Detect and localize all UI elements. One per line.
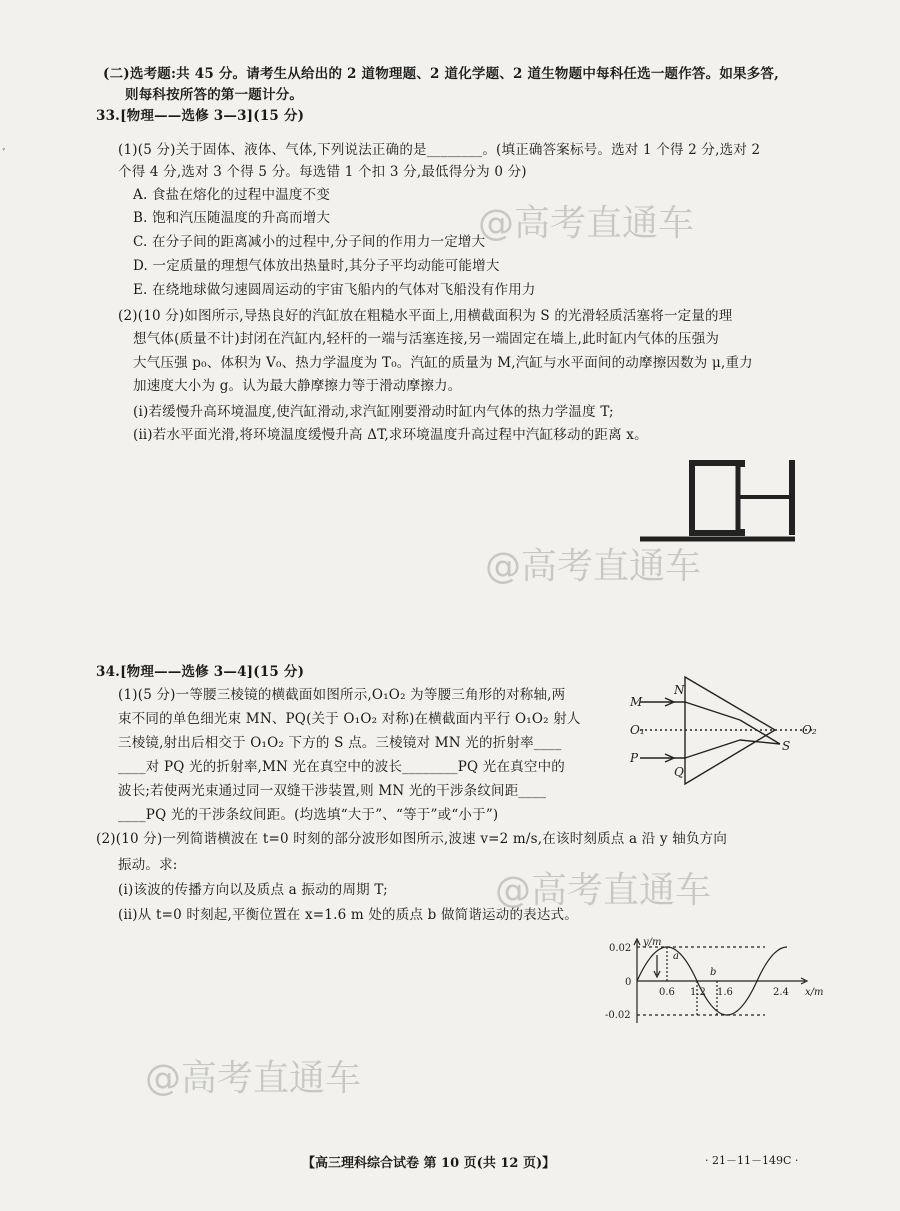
edge-mark: ﾞ <box>2 147 8 160</box>
q34-p1-line1: (1)(5 分)一等腰三棱镜的横截面如图所示,O₁O₂ 为等腰三角形的对称轴,两 <box>118 687 566 703</box>
watermark: @高考直通车 <box>485 546 702 587</box>
q34-p2-line1: (2)(10 分)一列简谐横波在 t=0 时刻的部分波形如图所示,波速 v=2 m/s,在该时刻质点 a 沿 y 轴负方向 <box>96 831 728 847</box>
label-m: M <box>630 695 643 709</box>
label-n: N <box>674 683 685 697</box>
cylinder-body <box>692 463 742 533</box>
wave-y-bottom: -0.02 <box>605 1010 631 1021</box>
label-q: Q <box>674 765 684 779</box>
q34-p1-line5: 波长;若使两光束通过同一双缝干涉装置,则 MN 光的干涉条纹间距____ <box>118 783 547 799</box>
q33-option-d: D. 一定质量的理想气体放出热量时,其分子平均动能可能增大 <box>133 258 500 274</box>
footer-code: · 21－11－149C · <box>705 1154 799 1167</box>
label-o1: O₁ <box>630 723 645 737</box>
wave-x-tick-06: 0.6 <box>659 987 675 998</box>
label-p: P <box>630 751 639 765</box>
cylinder-figure <box>640 455 800 550</box>
wave-point-a: a <box>673 951 679 962</box>
wave-figure <box>595 935 835 1030</box>
q34-p1-line6: ____PQ 光的干涉条纹间距。(均选填“大于”、“等于”或“小于”) <box>118 807 499 823</box>
q33-option-e: E. 在绕地球做匀速圆周运动的宇宙飞船内的气体对飞船没有作用力 <box>133 282 536 298</box>
q34-p1-line4: ____对 PQ 光的折射率,MN 光在真空中的波长________PQ 光在真空中的 <box>118 759 565 775</box>
q33-p2-line4: 加速度大小为 g。认为最大静摩擦力等于滑动摩擦力。 <box>133 378 462 394</box>
label-o2: O₂ <box>802 723 817 737</box>
label-s: S <box>782 739 791 753</box>
wave-y-top: 0.02 <box>609 943 632 954</box>
prism-figure <box>630 672 830 792</box>
wave-x-tick-12: 1.2 <box>690 987 706 998</box>
q33-p1-line1: (1)(5 分)关于固体、液体、气体,下列说法正确的是________。(填正确答案标号。选对 1 个得 2 分,选对 2 <box>118 142 761 158</box>
footer-page-info: 【高三理科综合试卷 第 10 页(共 12 页)】 <box>302 1156 556 1171</box>
watermark: @高考直通车 <box>478 203 695 244</box>
watermark: @高考直通车 <box>145 1058 362 1099</box>
q34-title: 34.[物理——选修 3—4](15 分) <box>96 664 305 680</box>
section-header-line1: (二)选考题:共 45 分。请考生从给出的 2 道物理题、2 道化学题、2 道生物题中每科任选一题作答。如果多答, <box>103 66 780 82</box>
watermark: @高考直通车 <box>495 870 712 911</box>
q33-option-c: C. 在分子间的距离减小的过程中,分子间的作用力一定增大 <box>133 234 486 250</box>
wave-origin: 0 <box>625 977 632 988</box>
wave-x-tick-16: 1.6 <box>717 987 733 998</box>
wave-x-tick-24: 2.4 <box>773 987 789 998</box>
q33-title: 33.[物理——选修 3—3](15 分) <box>96 108 305 124</box>
q33-p2-line2: 想气体(质量不计)封闭在汽缸内,轻杆的一端与活塞连接,另一端固定在墙上,此时缸内气体的压强为 <box>133 331 720 347</box>
q33-p2-sub2: (ⅱ)若水平面光滑,将环境温度缓慢升高 ΔT,求环境温度升高过程中汽缸移动的距离 x。 <box>133 427 648 443</box>
wave-y-label: y/m <box>643 937 662 948</box>
q34-p1-line3: 三棱镜,射出后相交于 O₁O₂ 下方的 S 点。三棱镜对 MN 光的折射率____ <box>118 735 562 751</box>
wave-x-label: x/m <box>805 987 824 998</box>
q33-p1-line2: 个得 4 分,选对 3 个得 5 分。每选错 1 个扣 3 分,最低得分为 0 分) <box>118 164 527 180</box>
q34-p2-sub2: (ⅱ)从 t=0 时刻起,平衡位置在 x=1.6 m 处的质点 b 做简谐运动的表达式。 <box>118 907 578 923</box>
q34-p2-sub1: (ⅰ)该波的传播方向以及质点 a 振动的周期 T; <box>118 882 388 898</box>
q33-option-b: B. 饱和汽压随温度的升高而增大 <box>133 210 331 226</box>
q34-p2-line2: 振动。求: <box>118 857 178 873</box>
section-header-line2: 则每科按所答的第一题计分。 <box>125 87 304 103</box>
q34-p1-line2: 束不同的单色细光束 MN、PQ(关于 O₁O₂ 对称)在横截面内平行 O₁O₂ 射人 <box>118 711 581 727</box>
q33-p2-line1: (2)(10 分)如图所示,导热良好的汽缸放在粗糙水平面上,用横截面积为 S 的光滑轻质活塞将一定量的理 <box>118 308 733 324</box>
wave-point-b: b <box>710 967 717 978</box>
q33-p2-line3: 大气压强 p₀、体积为 V₀、热力学温度为 T₀。汽缸的质量为 M,汽缸与水平面间的动摩擦因数为 μ,重力 <box>133 355 753 371</box>
q33-option-a: A. 食盐在熔化的过程中温度不变 <box>133 187 331 203</box>
q33-p2-sub1: (ⅰ)若缓慢升高环境温度,使汽缸滑动,求汽缸刚要滑动时缸内气体的热力学温度 T; <box>133 404 614 420</box>
